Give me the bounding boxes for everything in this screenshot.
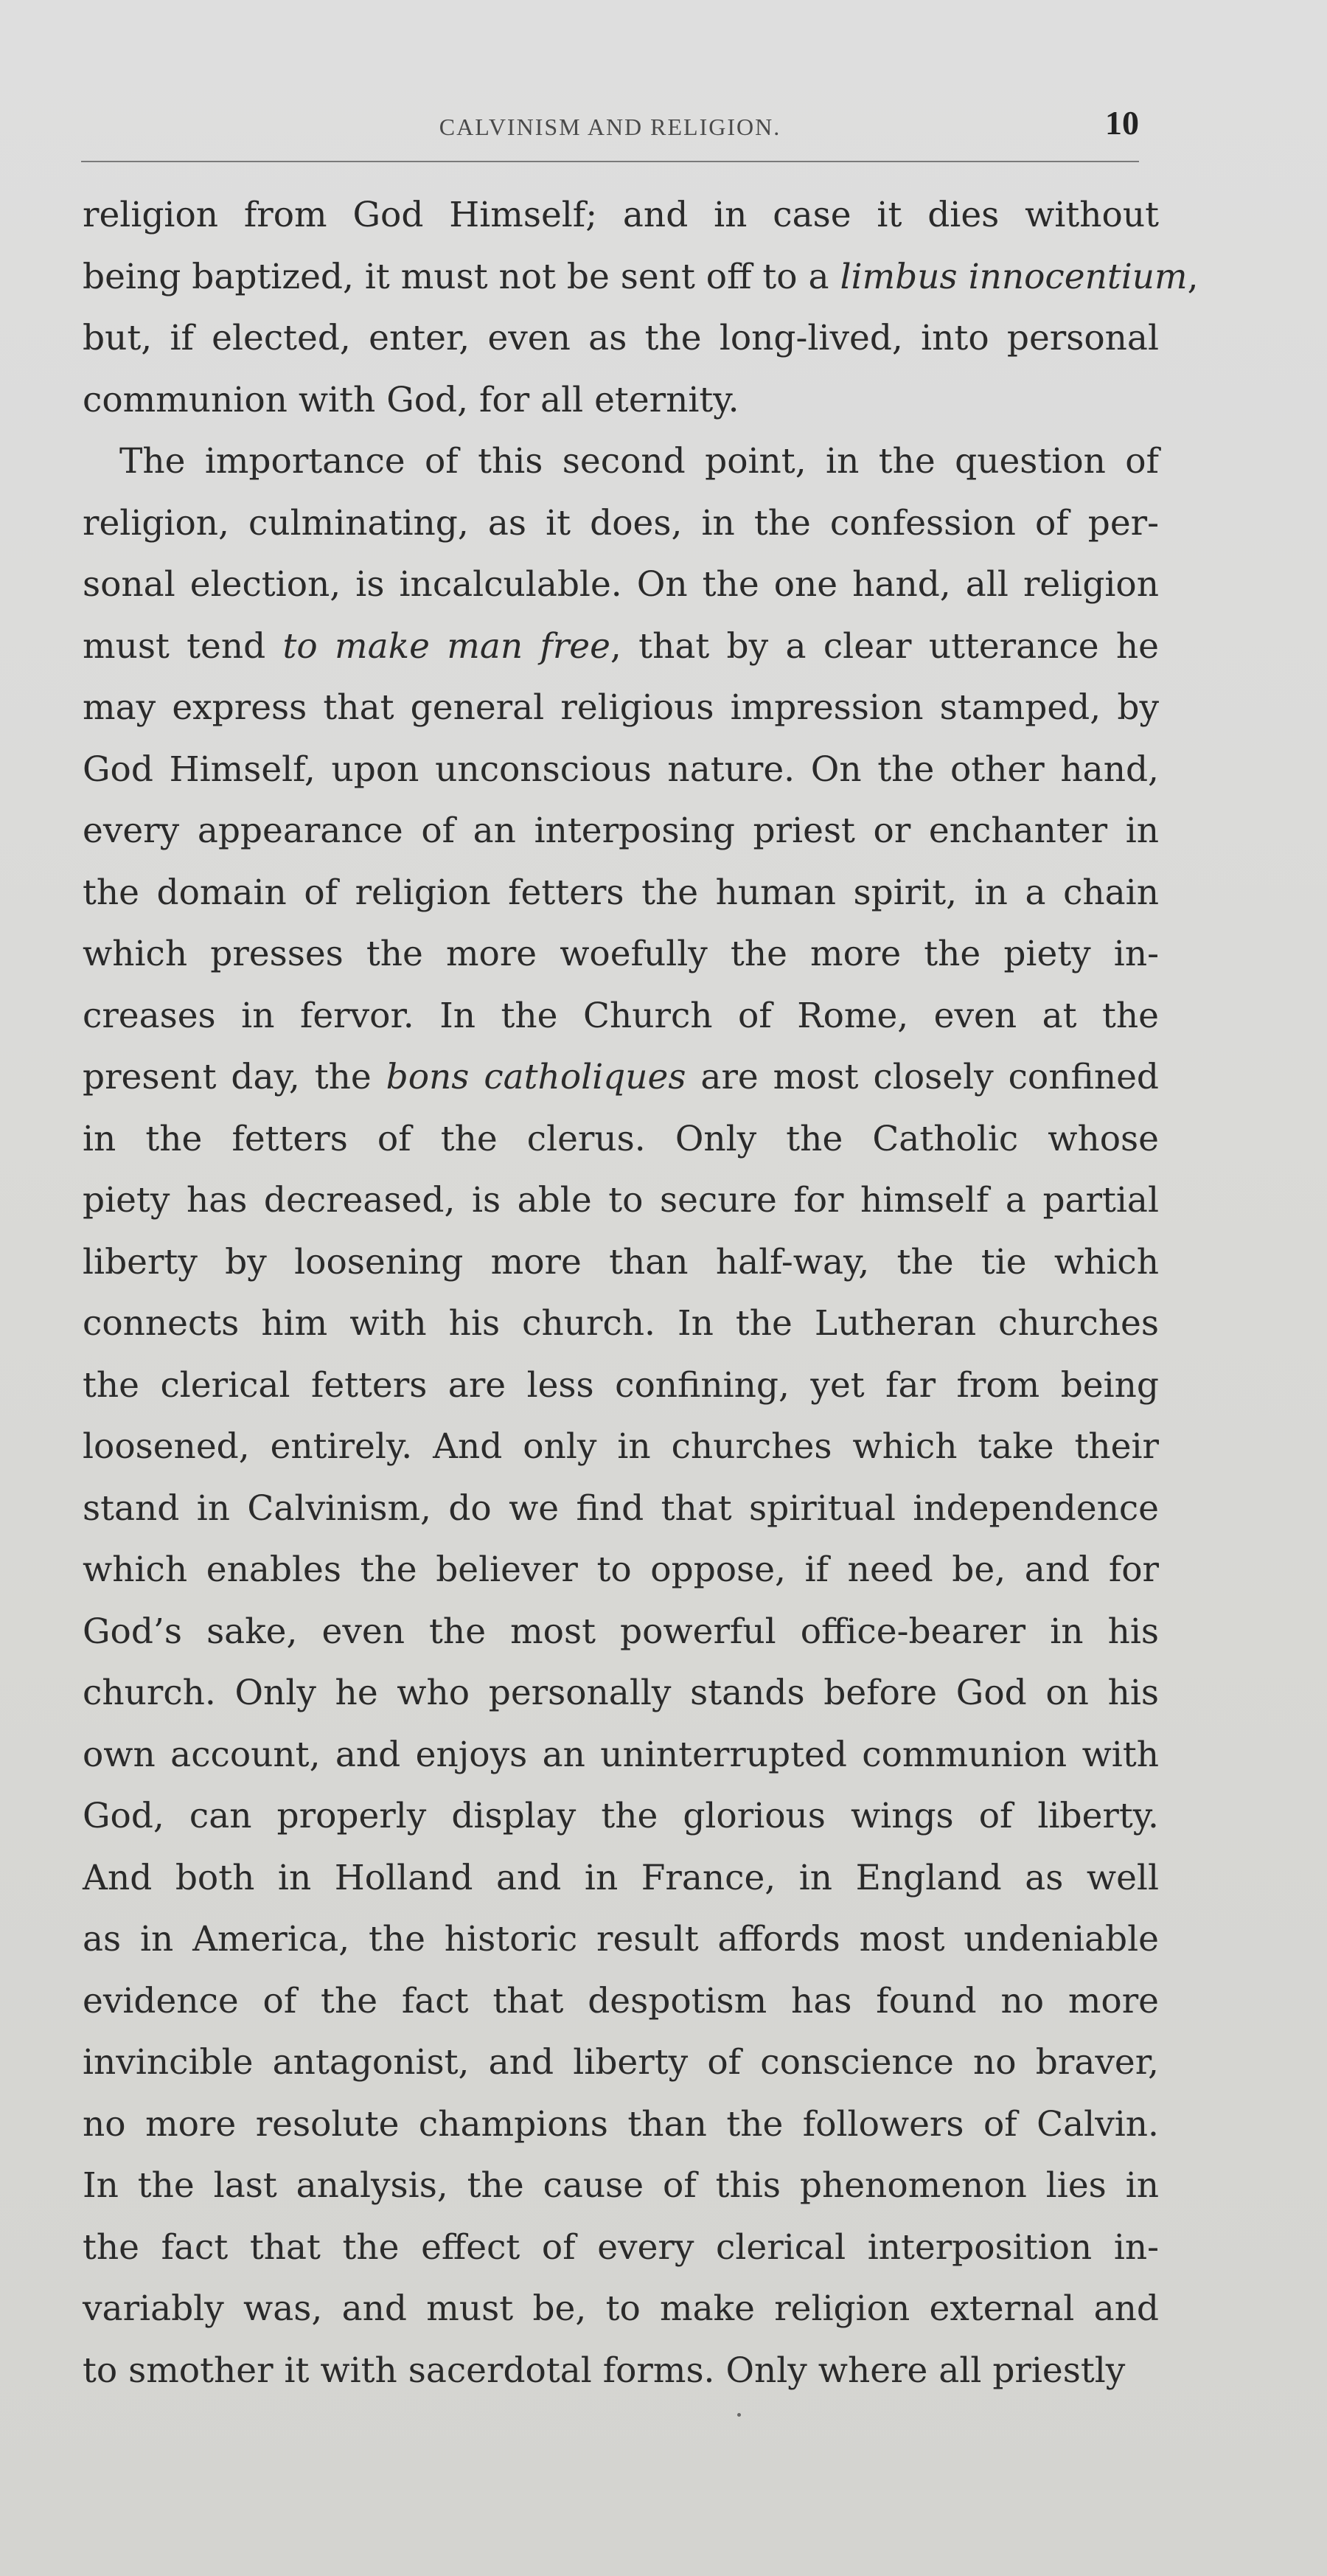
text-line: invincible antagonist, and liberty of conscience no braver,	[83, 2042, 1159, 2083]
text-segment: are most closely confined	[686, 1057, 1159, 1097]
text-segment: present day, the	[83, 1057, 386, 1097]
text-segment: must tend	[83, 625, 283, 667]
text-line: God’s sake, even the most powerful office-bearer in his	[83, 1611, 1159, 1652]
page-number: 10	[1105, 104, 1139, 142]
text-line	[83, 1046, 1159, 1108]
text-line: which presses the more woefully the more the piety in-	[83, 934, 1159, 974]
text-line: which enables the believer to oppose, if need be, and for	[83, 1549, 1159, 1590]
text-segment: ,	[1187, 256, 1199, 297]
running-title: CALVINISM AND RELIGION.	[439, 114, 781, 140]
text-line: to smother it with sacerdotal forms. Only where all priestly	[83, 2350, 1126, 2391]
text-line: religion, culminating, as it does, in the confession of per-	[83, 502, 1159, 544]
text-line: religion from God Himself; and in case it dies without	[83, 195, 1159, 235]
text-segment: , that by a clear utterance he	[610, 625, 1159, 667]
text-line: piety has decreased, is able to secure for himself a partial	[83, 1180, 1159, 1221]
text-line	[83, 246, 1199, 308]
text-segment: being baptized, it must not be sent off to a	[83, 256, 840, 297]
text-line: in the fetters of the clerus. Only the Catholic whose	[83, 1118, 1159, 1159]
text-line: sonal election, is incalculable. On the one hand, all religion	[83, 564, 1159, 605]
text-line: The importance of this second point, in the question of	[119, 441, 1159, 482]
text-line: church. Only he who personally stands before God on his	[83, 1673, 1159, 1713]
text-line: the domain of religion fetters the human spirit, in a chain	[83, 872, 1159, 913]
text-line	[83, 616, 1159, 678]
text-line: every appearance of an interposing priest or enchanter in	[83, 810, 1159, 851]
italic-phrase: bons catholiques	[386, 1057, 686, 1097]
text-line: may express that general religious impression stamped, by	[83, 687, 1159, 728]
running-head	[81, 103, 1139, 162]
text-line: connects him with his church. In the Lutheran churches	[83, 1303, 1159, 1344]
text-line: evidence of the fact that despotism has found no more	[83, 1980, 1159, 2021]
text-line: In the last analysis, the cause of this phenomenon lies in	[83, 2165, 1159, 2206]
italic-phrase: limbus innocentium	[840, 256, 1188, 297]
text-line: God Himself, upon unconscious nature. On the other hand,	[83, 749, 1159, 790]
print-speck	[737, 2413, 741, 2417]
text-line: as in America, the historic result affords most undeniable	[83, 1919, 1159, 1959]
text-line: own account, and enjoys an uninterrupted communion with	[83, 1734, 1159, 1775]
body-text	[83, 184, 1199, 2401]
text-line: God, can properly display the glorious wings of liberty.	[83, 1796, 1159, 1836]
text-line: loosened, entirely. And only in churches which take their	[83, 1426, 1159, 1467]
text-line: no more resolute champions than the followers of Calvin.	[83, 2103, 1159, 2145]
text-line: And both in Holland and in France, in England as well	[83, 1857, 1159, 1898]
text-line: the clerical fetters are less confining, yet far from being	[83, 1364, 1159, 1406]
text-line: liberty by loosening more than half-way, the tie which	[83, 1241, 1159, 1282]
italic-phrase: to make man free	[282, 625, 610, 667]
text-line: communion with God, for all eternity.	[83, 379, 739, 420]
text-line: the fact that the effect of every clerical interposition in-	[83, 2226, 1159, 2268]
text-line: but, if elected, enter, even as the long-lived, into personal	[83, 318, 1159, 358]
text-line: creases in fervor. In the Church of Rome, even at the	[83, 995, 1159, 1036]
text-line: stand in Calvinism, do we find that spiritual independence	[83, 1487, 1159, 1529]
text-line: variably was, and must be, to make religion external and	[83, 2288, 1159, 2329]
header-rule	[81, 161, 1139, 162]
